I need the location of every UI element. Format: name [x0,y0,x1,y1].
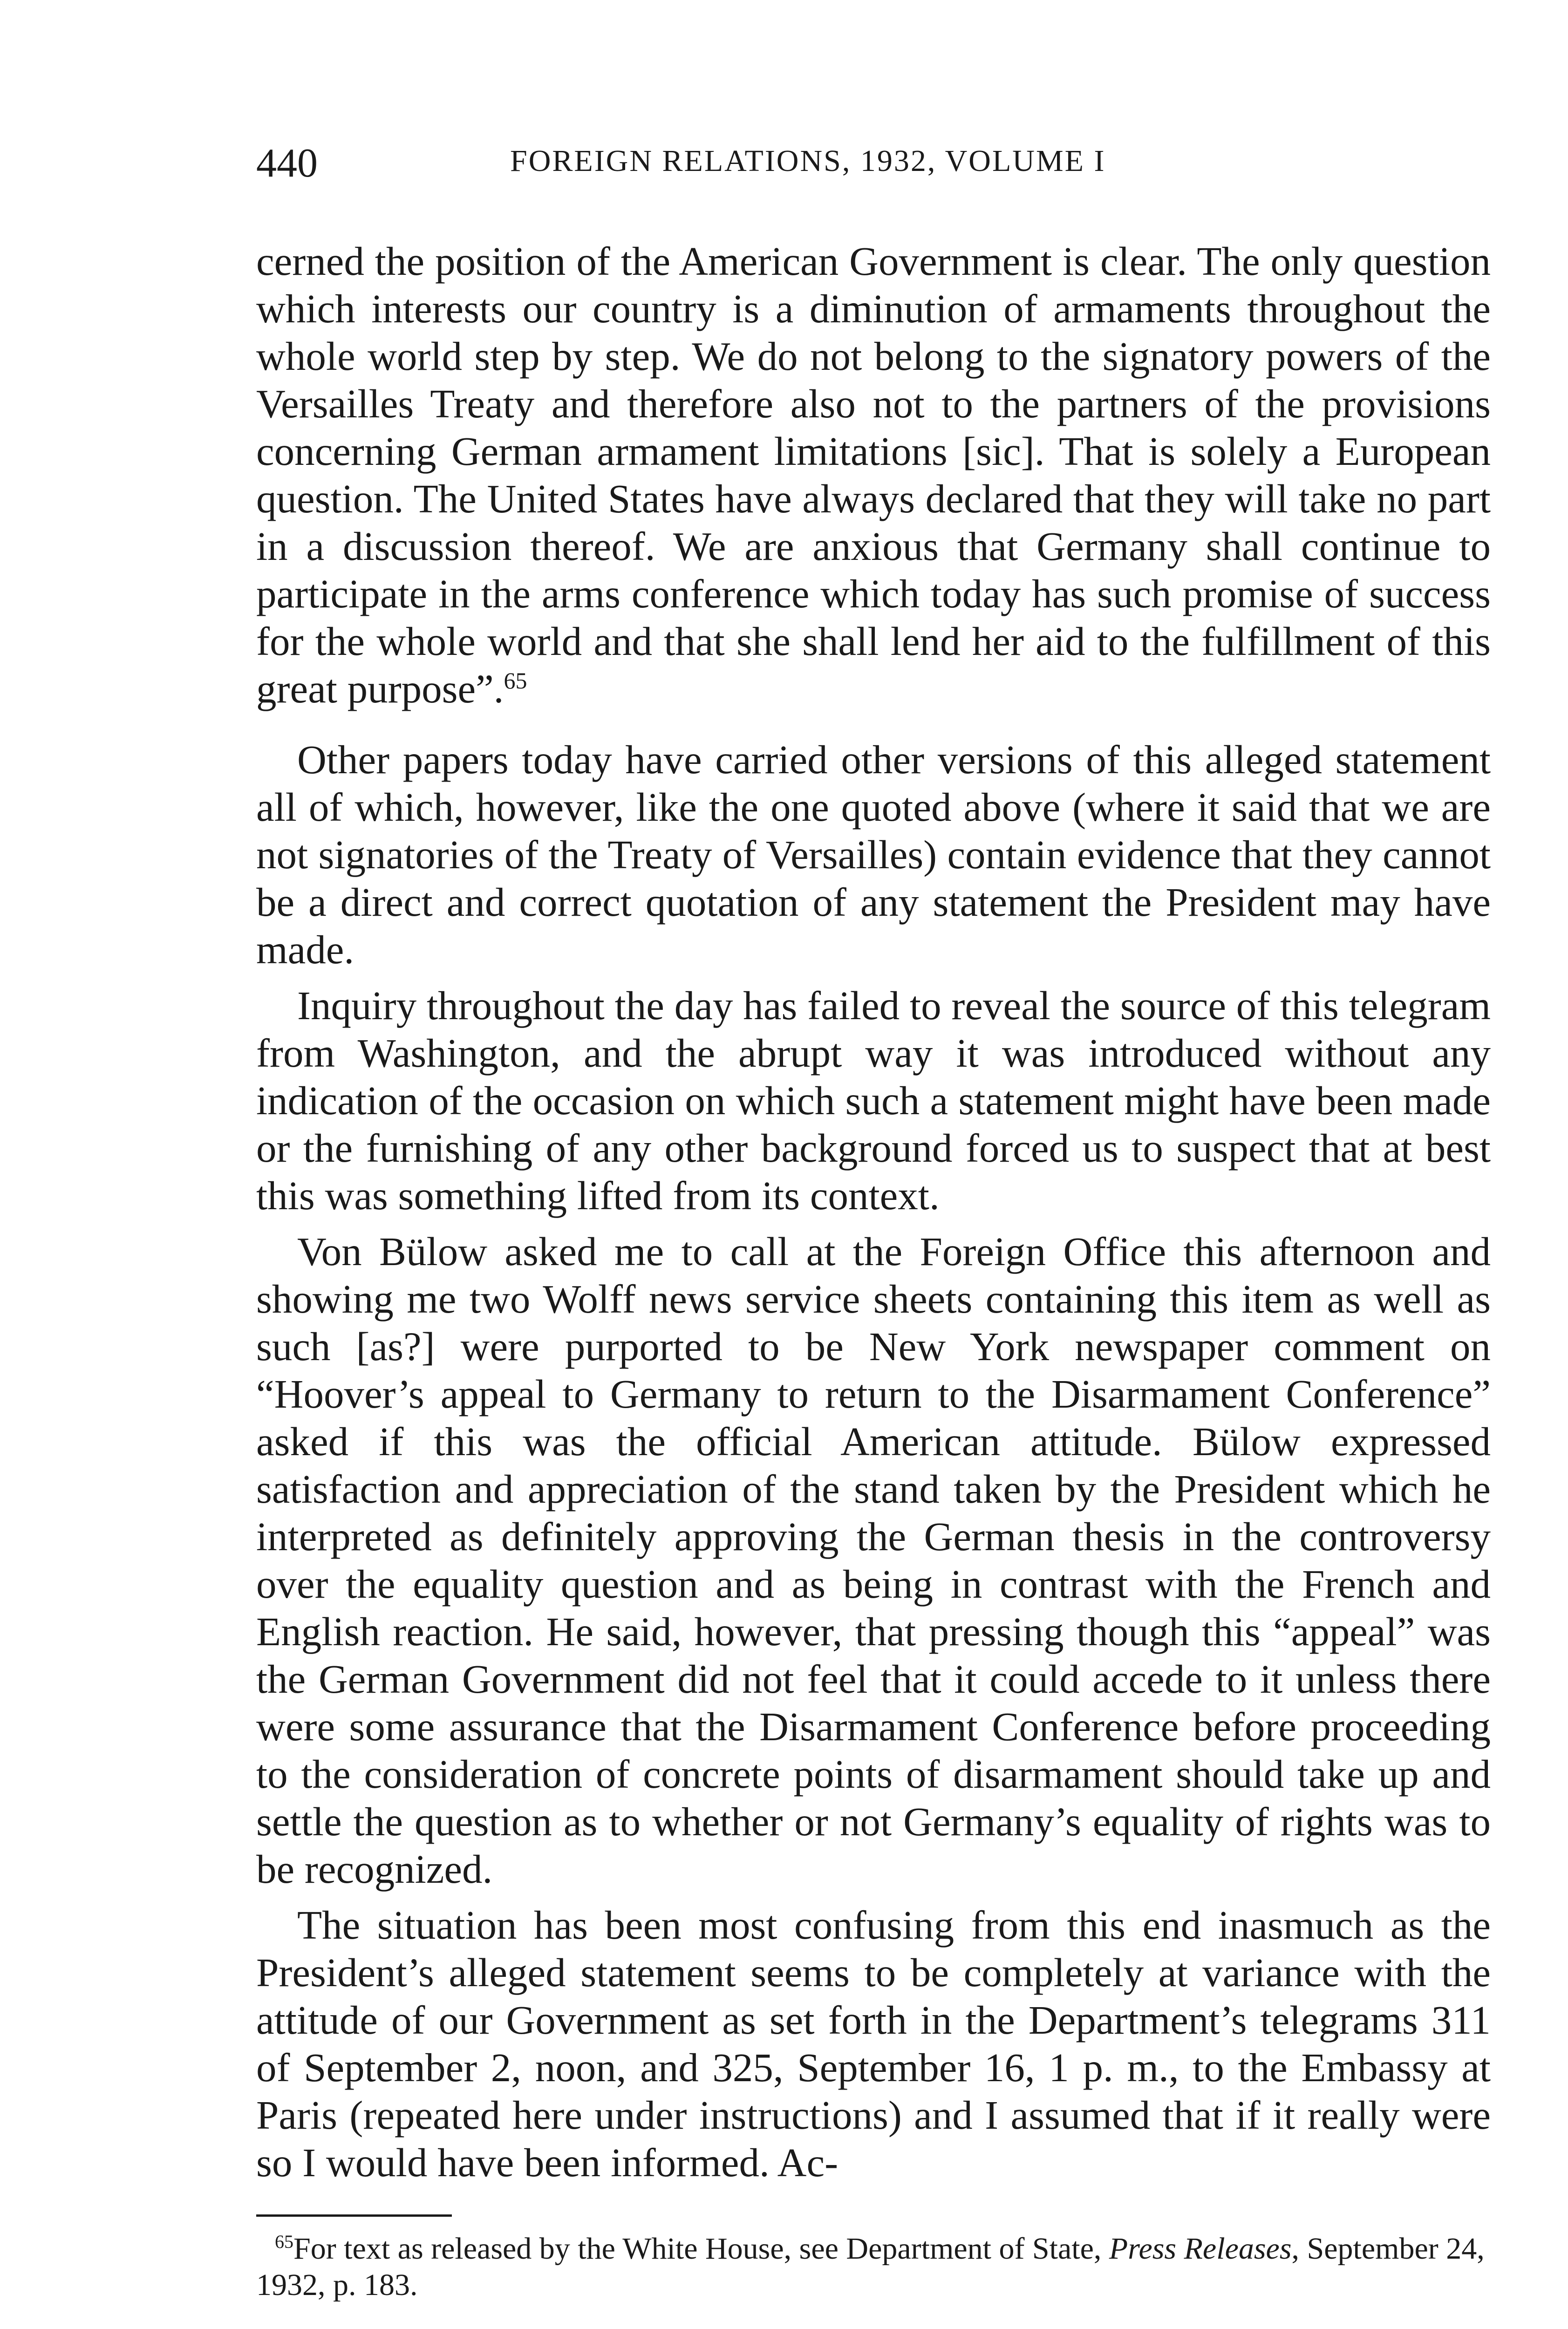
paragraph: The situation has been most confusing from this end inasmuch as the President’s alleged statement seems to be completely at variance with the attitude of our Government as set forth in the Department’s telegrams 311 of September 2, noon, and 325, September 16, 1 p. m., to the Embassy at Paris (repeated here under instructions) and I assumed that if it really were so I would have been informed. Ac- [256,1902,1491,2185]
footnote-text: For text as released by the White House, see Department of State, [293,2232,1109,2266]
footnote-divider [256,2214,452,2217]
footnote-publication-title: Press Releases [1109,2232,1292,2266]
document-page [256,140,1491,2303]
footnote-mark: 65 [275,2231,293,2252]
footnote-text-end: , September 24, 1932, p. 183. [256,2232,1485,2302]
paragraph: Von Bülow asked me to call at the Foreign Office this afternoon and showing me two Wolff news service sheets containing this item as well as such [as?] were purported to be New York newspaper comment on “Hoover’s appeal to Germany to return to the Disarmament Conference” asked if this was the official American attitude. Bülow expressed satisfaction and appreciation of the stand taken by the President which he interpreted as definitely approving the German thesis in the controversy over the equality question and as being in contrast with the French and English reaction. He said, however, that pressing though this “appeal” was the German Government did not feel that it could accede to it unless there were some assurance that the Disarmament Conference before proceeding to the consideration of concrete points of disarmament should take up and settle the question as to whether or not Germany’s equality of rights was to be recognized. [256,1229,1491,1892]
paragraph: Inquiry throughout the day has failed to reveal the source of this telegram from Washington, and the abrupt way it was introduced without any indication of the occasion on which such a statement might have been made or the furnishing of any other background forced us to suspect that at best this was something lifted from its context. [256,983,1491,1218]
running-title: FOREIGN RELATIONS, 1932, VOLUME I [510,144,1106,178]
page-number: 440 [256,141,318,186]
body-text [256,238,1491,2186]
paragraph-quote-continued [256,238,1491,713]
paragraph: Other papers today have carried other versions of this alleged statement all of which, however, like the one quoted above (where it said that we are not signatories of the Treaty of Versailles) contain evidence that they cannot be a direct and correct quotation of any statement the President may have made. [256,737,1491,972]
footnote [256,2231,1491,2303]
paragraph-text: cerned the position of the American Government is clear. The only question which interests our country is a diminution of armaments throughout the whole world step by step. We do not belong to the signatory powers of the Versailles Treaty and therefore also not to the partners of the provisions concerning German armament limitations [sic]. That is solely a European question. The United States have always declared that they will take no part in a discussion thereof. We are anxious that Germany shall continue to participate in the arms conference which today has such promise of success for the whole world and that she shall lend her aid to the fulfillment of this great purpose”. [256,238,1491,711]
footnote-reference: 65 [504,667,527,694]
running-header [256,140,1491,191]
